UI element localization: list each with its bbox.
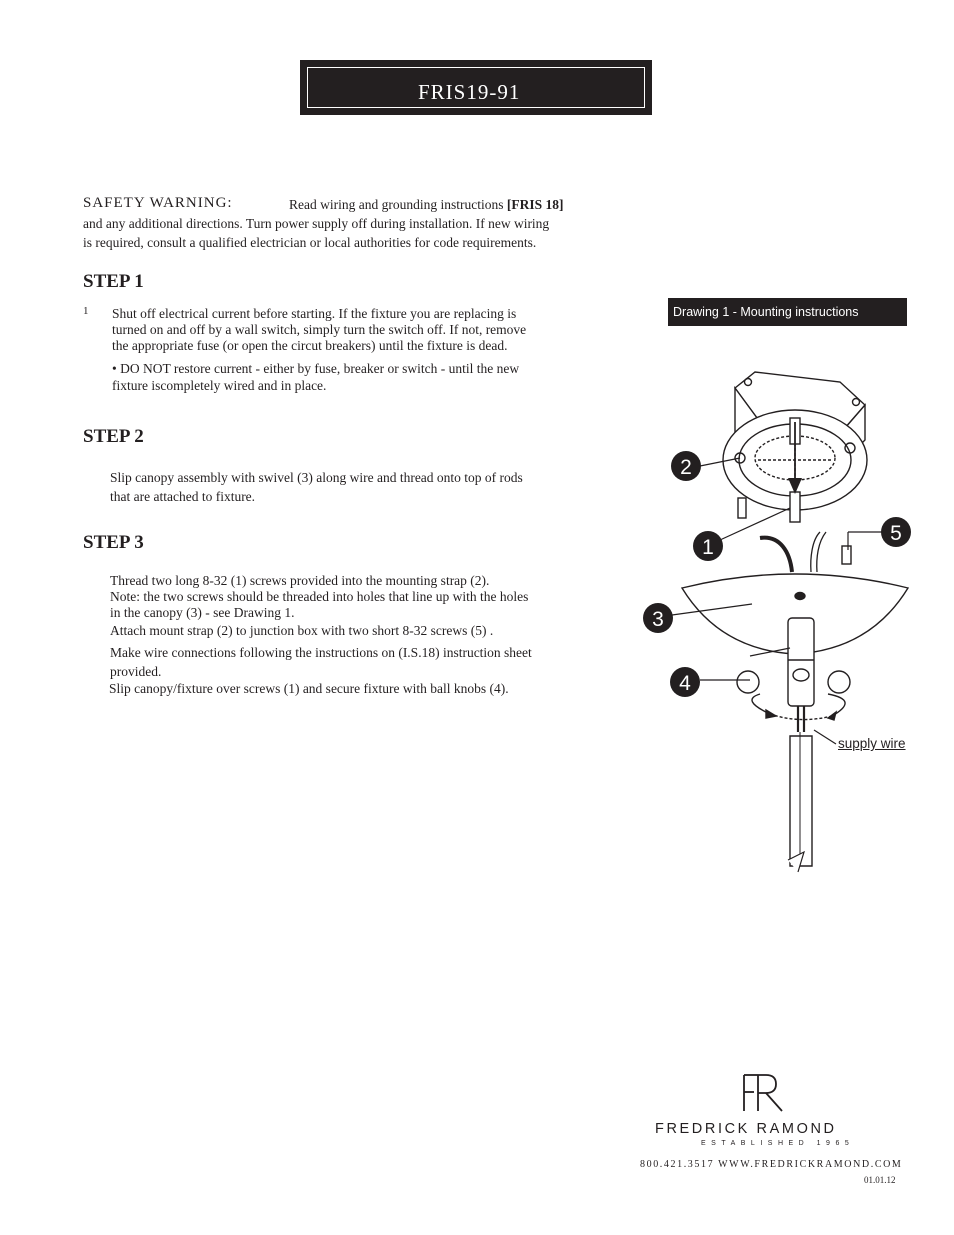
step-3-text-line: Slip canopy/fixture over screws (1) and secure fixture with ball knobs (4). <box>109 681 509 696</box>
safety-warning-label: SAFETY WARNING: <box>83 195 233 211</box>
document-date: 01.01.12 <box>864 1175 896 1185</box>
step-1-bullet: • DO NOT restore current - either by fuse, breaker or switch - until the new <box>112 361 520 376</box>
callout-3-number: 3 <box>652 608 664 631</box>
safety-lead-text: Read wiring and grounding instructions <box>289 197 507 212</box>
step-1-text-line: Shut off electrical current before starting. If the fixture you are replacing is <box>112 306 517 321</box>
step-3-text-line: Note: the two screws should be threaded into holes that line up with the holes <box>110 589 529 604</box>
safety-warning-lead <box>289 197 563 213</box>
safety-text-line: and any additional directions. Turn power supply off during installation. If new wiring <box>83 216 550 231</box>
drawing-label: Drawing 1 - Mounting instructions <box>668 298 907 326</box>
wires <box>760 532 826 572</box>
step-2-text-line: Slip canopy assembly with swivel (3) along wire and thread onto top of rods <box>110 470 523 485</box>
brand-established: ESTABLISHED 1965 <box>701 1140 855 1147</box>
callout-4-number: 4 <box>679 672 691 695</box>
title-frame <box>307 67 645 108</box>
supply-wire-label: supply wire <box>838 736 906 751</box>
step-3-heading: STEP 3 <box>83 532 144 553</box>
page-title: FRIS19-91 <box>418 80 521 104</box>
step-1-text-line: turned on and off by a wall switch, simply turn the switch off. If not, remove <box>112 322 527 337</box>
callout-1 <box>693 531 723 561</box>
callout-5-number: 5 <box>890 522 902 545</box>
step-2-heading: STEP 2 <box>83 426 144 447</box>
callout-2-number: 2 <box>680 456 692 479</box>
safety-reference: [FRIS 18] <box>506 197 564 212</box>
step-1-text-line: the appropriate fuse (or open the circut breakers) until the fixture is dead. <box>112 338 508 353</box>
supply-wire-rod <box>788 706 812 872</box>
mounting-diagram <box>640 360 940 880</box>
step-2-text-line: that are attached to fixture. <box>110 489 256 504</box>
callout-5 <box>881 517 911 547</box>
brand-name: FREDRICK RAMOND <box>655 1121 837 1137</box>
step-3-text-line: Attach mount strap (2) to junction box with two short 8-32 screws (5) . <box>110 623 494 638</box>
title-box <box>300 60 652 115</box>
contact-info: 800.421.3517 WWW.FREDRICKRAMOND.COM <box>640 1159 903 1170</box>
step-1-heading: STEP 1 <box>83 271 144 292</box>
step-1-item-number: 1 <box>83 305 89 317</box>
fr-logo-mark <box>738 1073 788 1113</box>
step-3-text-line: Make wire connections following the instructions on (I.S.18) instruction sheet <box>110 645 532 660</box>
callout-2 <box>671 451 701 481</box>
step-3-text-line: Thread two long 8-32 (1) screws provided into the mounting strap (2). <box>110 573 490 588</box>
step-3-text-line: in the canopy (3) - see Drawing 1. <box>110 605 295 620</box>
callout-1-number: 1 <box>702 536 714 559</box>
safety-text-line: is required, consult a qualified electrician or local authorities for code requirements. <box>83 235 537 250</box>
step-1-bullet-cont: fixture iscompletely wired and in place. <box>112 378 327 393</box>
callout-4 <box>670 667 700 697</box>
callout-3 <box>643 603 673 633</box>
step-3-text-line: provided. <box>110 664 162 679</box>
